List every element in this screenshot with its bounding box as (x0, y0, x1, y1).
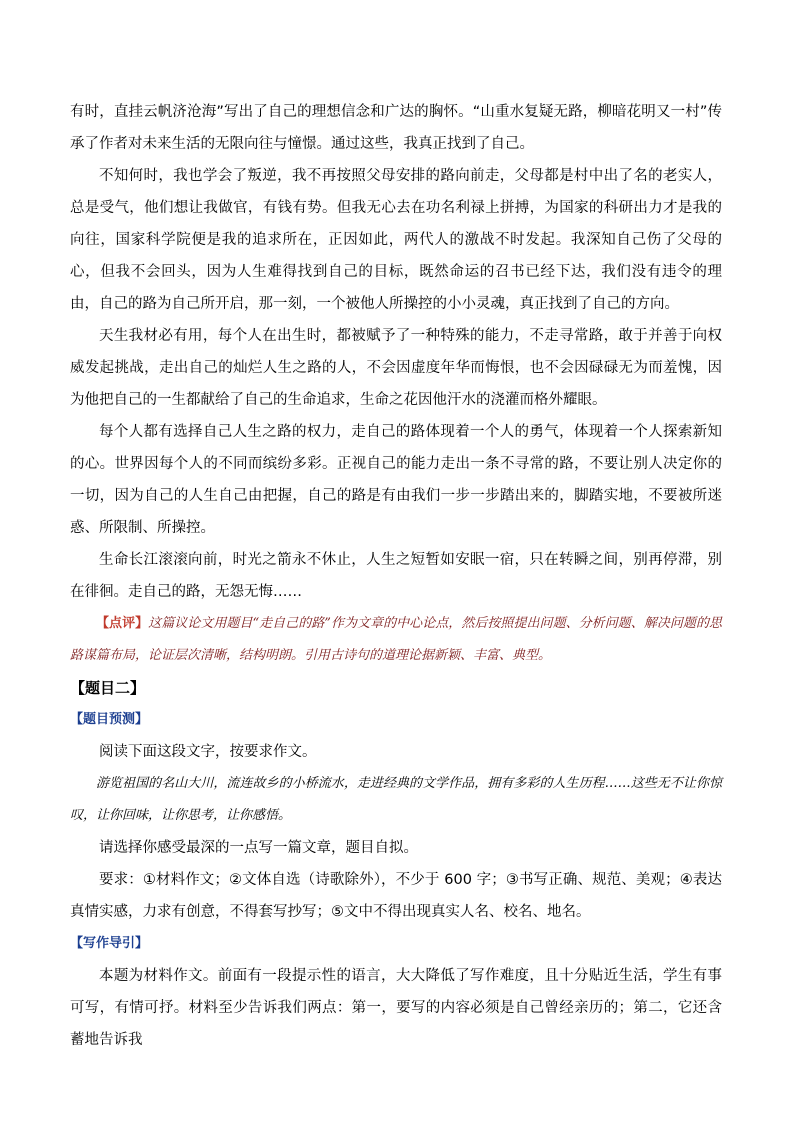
task-text: 请选择你感受最深的一点写一篇文章，题目自拟。 (99, 840, 418, 856)
essay-paragraph-4: 每个人都有选择自己人生之路的权力，走自己的路体现着一个人的勇气，体现着一个人探索新知的心。世界因每个人的不同而缤纷多彩。正视自己的能力走出一条不寻常的路，不要让别人决定你的一切，因为自己的人生自己由把握，自己的路是有由我们一步一步踏出来的，脚踏实地，不要被所迷惑、所限制、所操控。 (70, 424, 722, 536)
essay-comment (70, 608, 722, 672)
essay-paragraph-1: 有时，直挂云帆济沧海”写出了自己的理想信念和广达的胸怀。“山重水复疑无路，柳暗花明又一村”传承了作者对未来生活的无限向往与憧憬。通过这些，我真正找到了自己。 (70, 104, 722, 152)
essay-paragraph-3: 天生我材必有用，每个人在出生时，都被赋予了一种特殊的能力，不走寻常路，敢于并善于向权威发起挑战，走出自己的灿烂人生之路的人，不会因虚度年华而悔恨，也不会因碌碌无为而羞愧，因为他把自己的一生都献给了自己的生命追求，生命之花因他汗水的浇灌而格外耀眼。 (70, 328, 722, 408)
essay-paragraph-5: 生命长江滚滚向前，时光之箭永不休止，人生之短暂如安眠一宿，只在转瞬之间，别再停滞，别在徘徊。走自己的路，无怨无悔…… (70, 552, 722, 600)
comment-text: 这篇议论文用题目“走自己的路”作为文章的中心论点，然后按照提出问题、分析问题、解决问题的思路谋篇布局，论证层次清晰，结构明朗。引用古诗句的道理论据新颖、丰富、典型。 (70, 616, 722, 663)
topic-heading: 【题目二】 (70, 679, 146, 697)
prediction-label: 【题目预测】 (70, 712, 149, 727)
guide-text: 本题为材料作文。前面有一段提示性的语言，大大降低了写作难度，且十分贴近生活，学生有事可写，有情可抒。材料至少告诉我们两点：第一，要写的内容必须是自己曾经亲历的；第二，它还含蓄地告诉我 (70, 968, 722, 1048)
comment-tag: 【点评】 (96, 616, 149, 631)
instruction-text: 阅读下面这段文字，按要求作文。 (99, 744, 317, 760)
guide-label: 【写作导引】 (70, 936, 149, 951)
document-page (70, 96, 722, 1056)
requirements-text: 要求：①材料作文；②文体自选（诗歌除外），不少于 600 字；③书写正确、规范、美观；④表达真情实感，力求有创意，不得套写抄写；⑤文中不得出现真实人名、校名、地名。 (70, 872, 722, 920)
material-text: 游览祖国的名山大川，流连故乡的小桥流水，走进经典的文学作品，拥有多彩的人生历程……这些无不让你惊叹，让你回味，让你思考，让你感悟。 (70, 776, 722, 823)
essay-paragraph-2: 不知何时，我也学会了叛逆，我不再按照父母安排的路向前走，父母都是村中出了名的老实人，总是受气，他们想让我做官，有钱有势。但我无心去在功名利禄上拼搏，为国家的科研出力才是我的向往，国家科学院便是我的追求所在，正因如此，两代人的激战不时发起。我深知自己伤了父母的心，但我不会回头，因为人生难得找到自己的目标，既然命运的召书已经下达，我们没有违令的理由，自己的路为自己所开启，那一刻，一个被他人所操控的小小灵魂，真正找到了自己的方向。 (70, 168, 722, 312)
